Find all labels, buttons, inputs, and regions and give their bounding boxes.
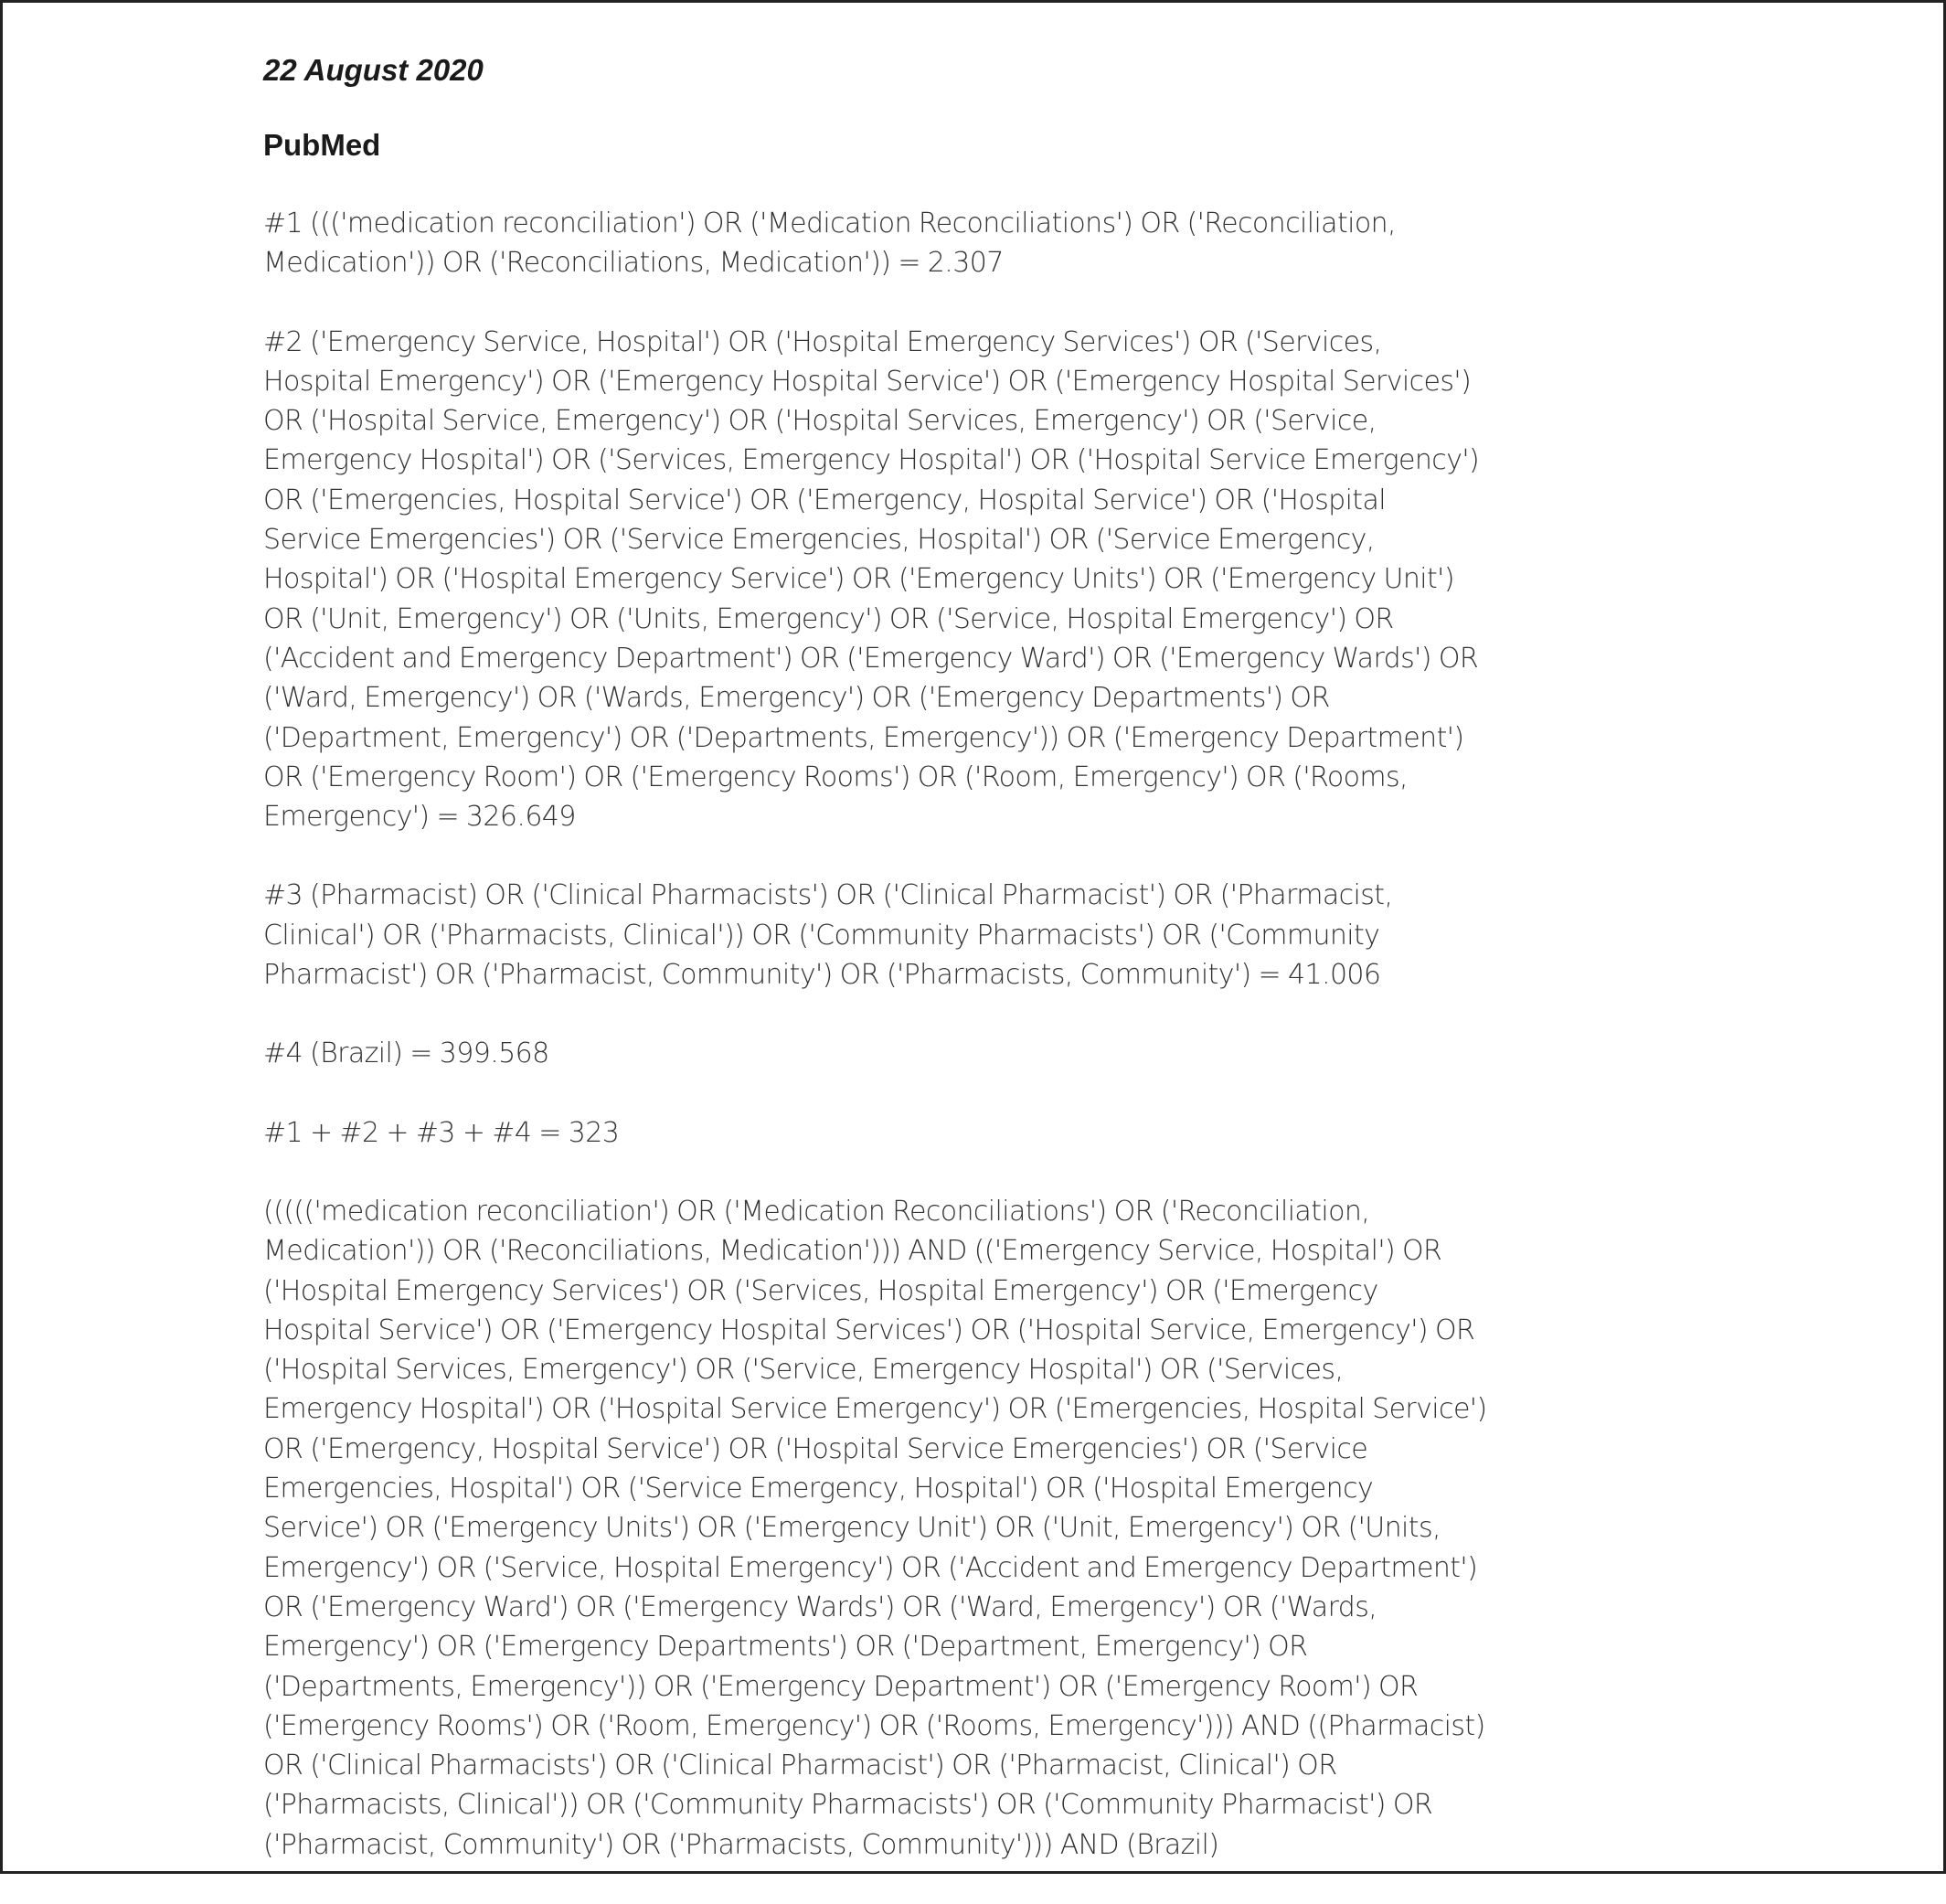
query-1: #1 ((('medication reconciliation') OR ('Medication Reconciliations') OR ('Reconciliation, Medication')) OR ('Reconciliations, Medication')) = 2.307 xyxy=(263,207,1396,280)
database-name: PubMed xyxy=(263,128,381,162)
document-content xyxy=(263,50,1488,1904)
query-combined-count: #1 + #2 + #3 + #4 = 323 xyxy=(263,1116,620,1149)
query-4: #4 (Brazil) = 399.568 xyxy=(263,1037,549,1070)
query-3: #3 (Pharmacist) OR ('Clinical Pharmacists') OR ('Clinical Pharmacist') OR ('Pharmacist, Clinical') OR ('Pharmacists, Clinical')) OR ('Community Pharmacists') OR ('Community Pharmacist') OR ('Pharmacist, Community') OR ('Pharmacists, Community') = 41.006 xyxy=(263,879,1393,992)
query-2: #2 ('Emergency Service, Hospital') OR ('Hospital Emergency Services') OR ('Services, Hospital Emergency') OR ('Emergency Hospital Service') OR ('Emergency Hospital Services') OR ('Hospital Service, Emergency') OR ('Hospital Services, Emergency') OR ('Service, Emergency Hospital') OR ('Services, Emergency Hospital') OR ('Hospital Service Emergency') OR ('Emergencies, Hospital Service') OR ('Emergency, Hospital Service') OR ('Hospital Service Emergencies') OR ('Service Emergencies, Hospital') OR ('Service Emergency, Hospital') OR ('Hospital Emergency Service') OR ('Emergency Units') OR ('Emergency Unit') OR ('Unit, Emergency') OR ('Units, Emergency') OR ('Service, Hospital Emergency') OR ('Accident and Emergency Department') OR ('Emergency Ward') OR ('Emergency Wards') OR ('Ward, Emergency') OR ('Wards, Emergency') OR ('Emergency Departments') OR ('Department, Emergency') OR ('Departments, Emergency')) OR ('Emergency Department') OR ('Emergency Room') OR ('Emergency Rooms') OR ('Room, Emergency') OR ('Rooms, Emergency') = 326.649 xyxy=(263,325,1480,834)
query-combined-string: ((((('medication reconciliation') OR ('Medication Reconciliations') OR ('Reconciliation, Medication')) OR ('Reconciliations, Medication'))) AND (('Emergency Service, Hospital') OR ('Hospital Emergency Services') OR ('Services, Hospital Emergency') OR ('Emergency Hospital Service') OR ('Emergency Hospital Services') OR ('Hospital Service, Emergency') OR ('Hospital Services, Emergency') OR ('Service, Emergency Hospital') OR ('Services, Emergency Hospital') OR ('Hospital Service Emergency') OR ('Emergencies, Hospital Service') OR ('Emergency, Hospital Service') OR ('Hospital Service Emergencies') OR ('Service Emergencies, Hospital') OR ('Service Emergency, Hospital') OR ('Hospital Emergency Service') OR ('Emergency Units') OR ('Emergency Unit') OR ('Unit, Emergency') OR ('Units, Emergency') OR ('Service, Hospital Emergency') OR ('Accident and Emergency Department') OR ('Emergency Ward') OR ('Emergency Wards') OR ('Ward, Emergency') OR ('Wards, Emergency') OR ('Emergency Departments') OR ('Department, Emergency') OR ('Departments, Emergency')) OR ('Emergency Department') OR ('Emergency Room') OR ('Emergency Rooms') OR ('Room, Emergency') OR ('Rooms, Emergency'))) AND ((Pharmacist) OR ('Clinical Pharmacists') OR ('Clinical Pharmacist') OR ('Pharmacist, Clinical') OR ('Pharmacists, Clinical')) OR ('Community Pharmacists') OR ('Community Pharmacist') OR ('Pharmacist, Community') OR ('Pharmacists, Community'))) AND (Brazil) xyxy=(263,1195,1487,1861)
search-date: 22 August 2020 xyxy=(263,53,484,87)
